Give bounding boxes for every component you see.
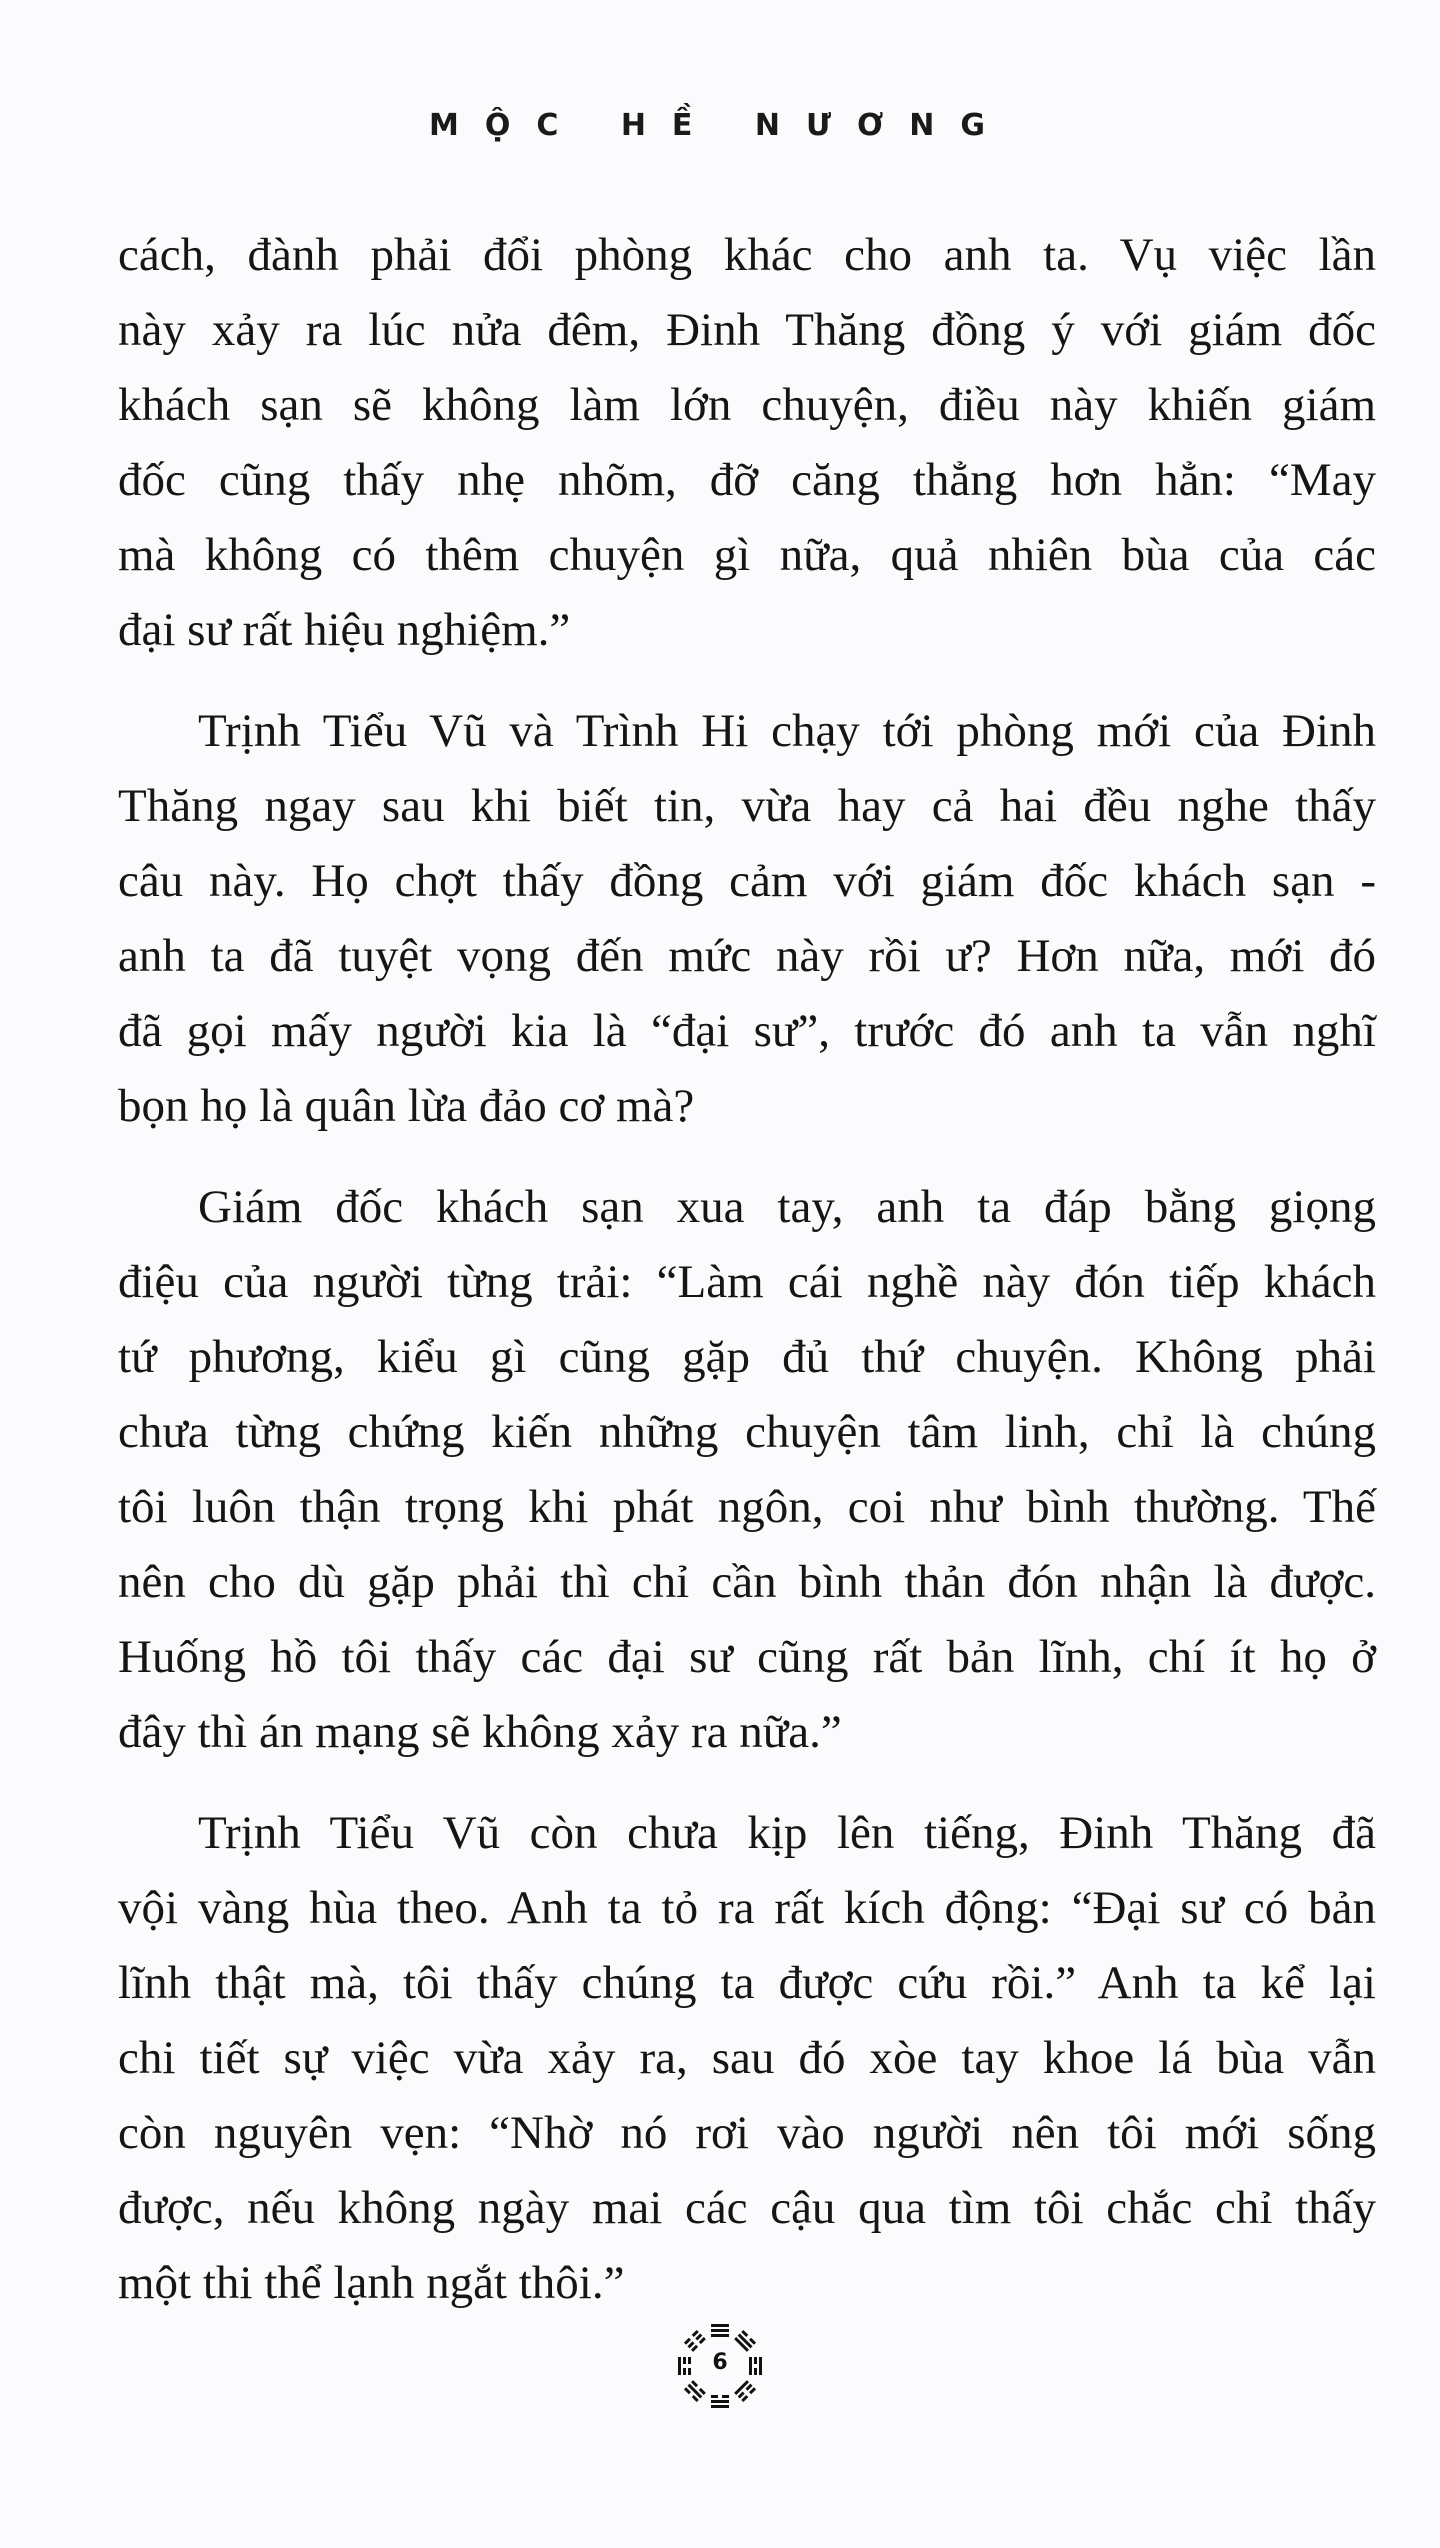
text-line: bọn họ là quân lừa đảo cơ mà?	[118, 1080, 695, 1132]
trigram-mark	[684, 2330, 706, 2352]
paragraph	[118, 1170, 1376, 1770]
text-line: này xảy ra lúc nửa đêm, Đinh Thăng đồng ý với giám đốc	[118, 304, 1376, 356]
text-line: Huống hồ tôi thấy các đại sư cũng rất bản lĩnh, chí ít họ ở	[118, 1631, 1376, 1683]
trigram-mark	[684, 2380, 706, 2402]
page-number: 6	[712, 2350, 728, 2375]
text-line: anh ta đã tuyệt vọng đến mức này rồi ư? Hơn nữa, mới đó	[118, 930, 1376, 982]
running-header: MỘC HỀ NƯƠNG	[429, 108, 1011, 143]
trigram-mark	[734, 2330, 756, 2352]
text-line: đốc cũng thấy nhẹ nhõm, đỡ căng thẳng hơn hẳn: “May	[118, 454, 1376, 506]
text-line: khách sạn sẽ không làm lớn chuyện, điều này khiến giám	[118, 379, 1376, 431]
text-line: đây thì án mạng sẽ không xảy ra nữa.”	[118, 1706, 842, 1758]
text-line: nên cho dù gặp phải thì chỉ cần bình thản đón nhận là được.	[118, 1556, 1376, 1608]
text-line: Thăng ngay sau khi biết tin, vừa hay cả hai đều nghe thấy	[118, 780, 1376, 832]
text-line: còn nguyên vẹn: “Nhờ nó rơi vào người nên tôi mới sống	[118, 2107, 1376, 2159]
trigram-mark	[711, 2395, 729, 2408]
text-line: được, nếu không ngày mai các cậu qua tìm tôi chắc chỉ thấy	[118, 2182, 1376, 2234]
text-line: lĩnh thật mà, tôi thấy chúng ta được cứu rồi.” Anh ta kể lại	[118, 1957, 1376, 2009]
text-line: Trịnh Tiểu Vũ còn chưa kịp lên tiếng, Đinh Thăng đã	[198, 1807, 1376, 1859]
body-text	[118, 218, 1376, 2347]
text-line: cách, đành phải đổi phòng khác cho anh ta. Vụ việc lần	[118, 229, 1376, 281]
text-line: một thi thể lạnh ngắt thôi.”	[118, 2257, 625, 2309]
page-number-ornament	[674, 2320, 766, 2412]
paragraph	[118, 694, 1376, 1144]
trigram-mark	[734, 2380, 756, 2402]
text-line: Trịnh Tiểu Vũ và Trình Hi chạy tới phòng mới của Đinh	[198, 705, 1376, 757]
text-line: vội vàng hùa theo. Anh ta tỏ ra rất kích động: “Đại sư có bản	[118, 1882, 1376, 1934]
text-line: điệu của người từng trải: “Làm cái nghề này đón tiếp khách	[118, 1256, 1376, 1308]
paragraph	[118, 218, 1376, 668]
trigram-mark	[711, 2324, 729, 2337]
paragraph	[118, 1796, 1376, 2321]
text-line: đã gọi mấy người kia là “đại sư”, trước đó anh ta vẫn nghĩ	[118, 1005, 1376, 1057]
text-line: đại sư rất hiệu nghiệm.”	[118, 604, 571, 656]
text-line: câu này. Họ chợt thấy đồng cảm với giám đốc khách sạn -	[118, 855, 1376, 907]
text-line: tôi luôn thận trọng khi phát ngôn, coi như bình thường. Thế	[118, 1481, 1376, 1533]
text-line: mà không có thêm chuyện gì nữa, quả nhiên bùa của các	[118, 529, 1376, 581]
text-line: chưa từng chứng kiến những chuyện tâm linh, chỉ là chúng	[118, 1406, 1376, 1458]
text-line: Giám đốc khách sạn xua tay, anh ta đáp bằng giọng	[198, 1181, 1376, 1233]
text-line: tứ phương, kiểu gì cũng gặp đủ thứ chuyện. Không phải	[118, 1331, 1376, 1383]
text-line: chi tiết sự việc vừa xảy ra, sau đó xòe tay khoe lá bùa vẫn	[118, 2032, 1376, 2084]
